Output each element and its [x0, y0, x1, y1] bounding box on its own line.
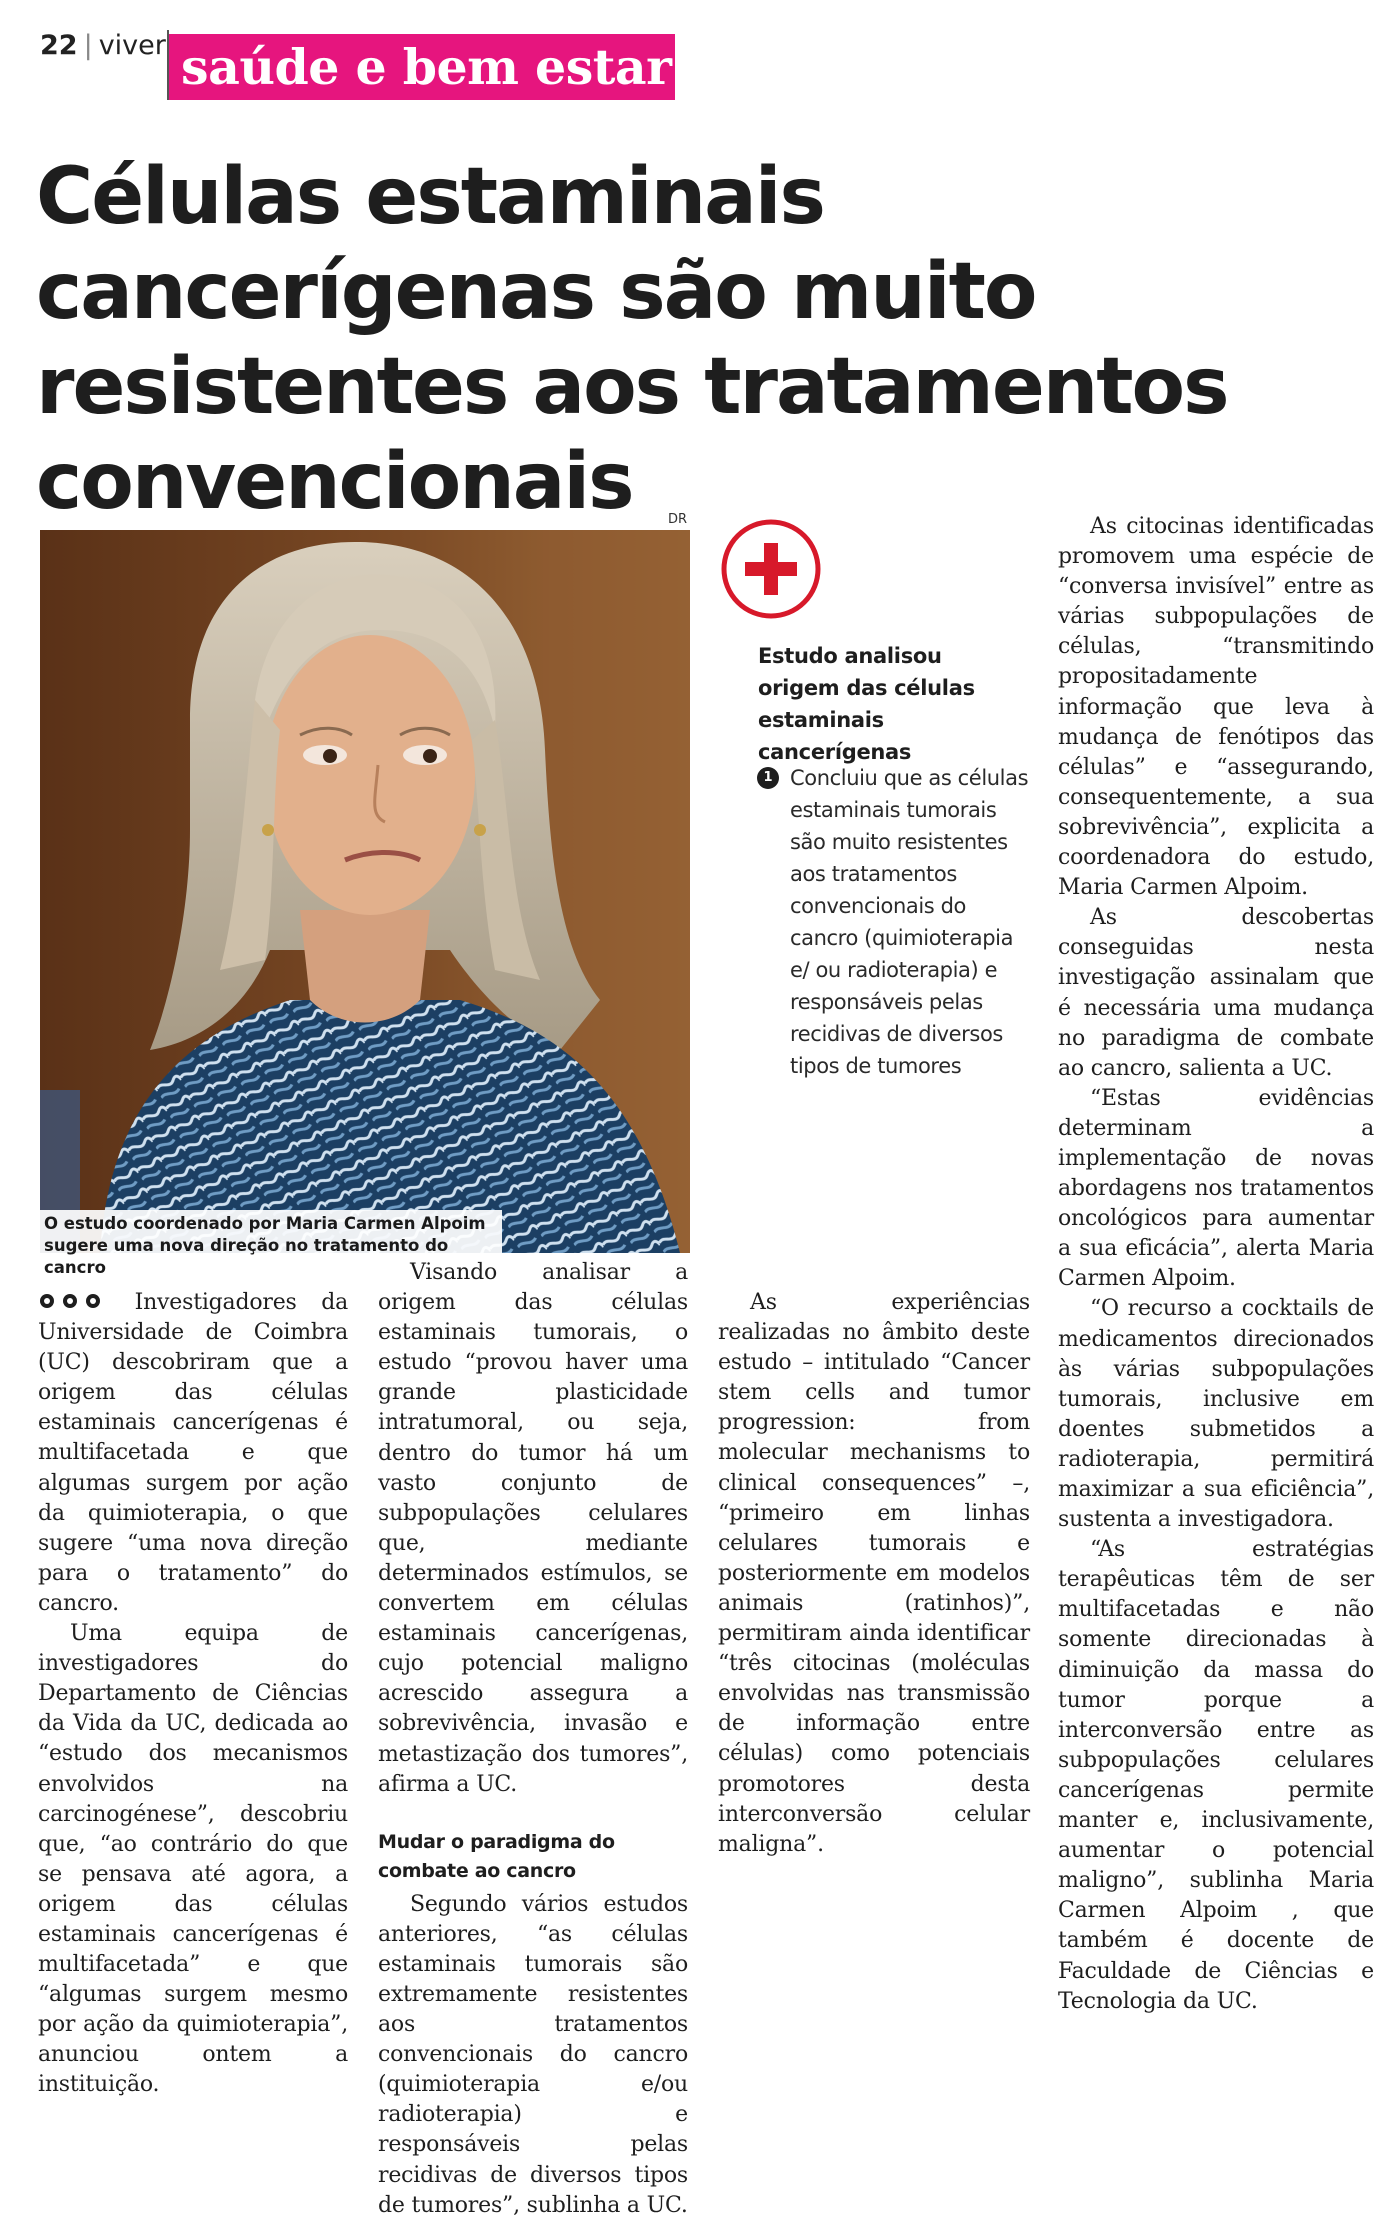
- body-column-1: [38, 1288, 348, 2101]
- paragraph: “O recurso a cocktails de medicamentos direcionados às várias subpopulações tumorais, inclusive em doentes submetidos a radioterapia, permitirá maximizar a sua eficiência”, sustenta a investigadora.: [1058, 1296, 1374, 1533]
- article-photo: [40, 530, 690, 1253]
- paragraph: “As estratégias terapêuticas têm de ser multifacetadas e não somente direcionadas à diminuição da massa do tumor porque a interconversão entre as subpopulações celulares cancerígenas permite manter e, inclusivamente, aumentar o potencial maligno”, sublinha Maria Carmen Alpoim , que também é docente de Faculdade de Ciências e Tecnologia da UC.: [1058, 1537, 1374, 2014]
- photo-caption: O estudo coordenado por Maria Carmen Alpoim sugere uma nova direção no tratamento do cancro: [40, 1210, 502, 1281]
- subhead: Mudar o paradigma do combate ao cancro: [378, 1830, 615, 1882]
- paragraph-lead: [38, 1288, 348, 1619]
- section-name: viver: [98, 30, 166, 61]
- box-item-number: 1: [757, 767, 779, 789]
- body-column-4: [1058, 512, 1374, 2017]
- paragraph: Visando analisar a origem das células estaminais tumorais, o estudo “provou haver uma grande plasticidade intratumoral, ou seja, dentro do tumor há um vasto conjunto de subpopulações celulares que, mediante determinados estímulos, se convertem em células estaminais cancerígenas, cujo potencial maligno acrescido assegura a sobrevivência, invasão e metastização dos tumores”, afirma a UC.: [378, 1260, 688, 1797]
- paragraph: As experiências realizadas no âmbito deste estudo – intitulado “Cancer stem cells and tumor progression: from molecular mechanisms to clinical consequences” –, “primeiro em linhas celulares tumorais e posteriormente em modelos animais (ratinhos)”, permitiram ainda identificar “três citocinas (moléculas envolvidas nas transmissão de informação entre células) como potenciais promotores desta interconversão celular maligna”.: [718, 1290, 1030, 1857]
- headline: Células estaminais cancerígenas são muito resistentes aos tratamentos convencionais: [36, 152, 1228, 527]
- bullet-dots-icon: [38, 1292, 110, 1310]
- photo-credit: DR: [668, 512, 688, 527]
- body-column-3: [718, 1288, 1030, 1860]
- box-title: Estudo analisou origem das células estaminais cancerígenas: [758, 644, 975, 764]
- body-column-2: [378, 1258, 688, 2221]
- box-item-text: Concluiu que as células estaminais tumorais são muito resistentes aos tratamentos convencionais do cancro (quimioterapia e/ ou radioterapia) e responsáveis pelas recidivas de diversos tipos de tumores: [790, 766, 1029, 1078]
- folio-divider: |: [83, 30, 93, 61]
- paragraph: Uma equipa de investigadores do Departamento de Ciências da Vida da UC, dedicada ao “estudo dos mecanismos envolvidos na carcinogénese”, descobriu que, “ao contrário do que se pensava até agora, a origem das células estaminais cancerígenas é multifacetada” e que “algumas surgem mesmo por ação da quimioterapia”, anunciou ontem a instituição.: [38, 1621, 348, 2098]
- paragraph: Segundo vários estudos anteriores, “as células estaminais tumorais são extremamente resistentes aos tratamentos convencionais do cancro (quimioterapia e/ou radioterapia) e responsáveis pelas recidivas de diversos tipos de tumores”, sublinha a UC.: [378, 1891, 688, 2218]
- paragraph-text: Investigadores da Universidade de Coimbra (UC) descobriram que a origem das células estaminais cancerígenas é multifacetada e que algumas surgem por ação da quimioterapia, o que sugere “uma nova direção para o tratamento” do cancro.: [38, 1290, 349, 1616]
- page-number: 22: [40, 30, 78, 61]
- section-tag: saúde e bem estar: [169, 34, 675, 100]
- paragraph: As descobertas conseguidas nesta investigação assinalam que é necessária uma mudança no paradigma de combate ao cancro, salienta a UC.: [1058, 905, 1374, 1081]
- paragraph: “Estas evidências determinam a implementação de novas abordagens nos tratamentos oncológicos para aumentar a sua eficácia”, alerta Maria Carmen Alpoim.: [1058, 1085, 1374, 1292]
- plus-icon: [720, 518, 822, 620]
- paragraph: As citocinas identificadas promovem uma espécie de “conversa invisível” entre as várias subpopulações de células, “transmitindo propositadamente informação que leva à mudança de fenótipos das células” e “assegurando, consequentemente, a sua sobrevivência”, explicita a coordenadora do estudo, Maria Carmen Alpoim.: [1058, 514, 1374, 901]
- page-folio: [40, 30, 166, 61]
